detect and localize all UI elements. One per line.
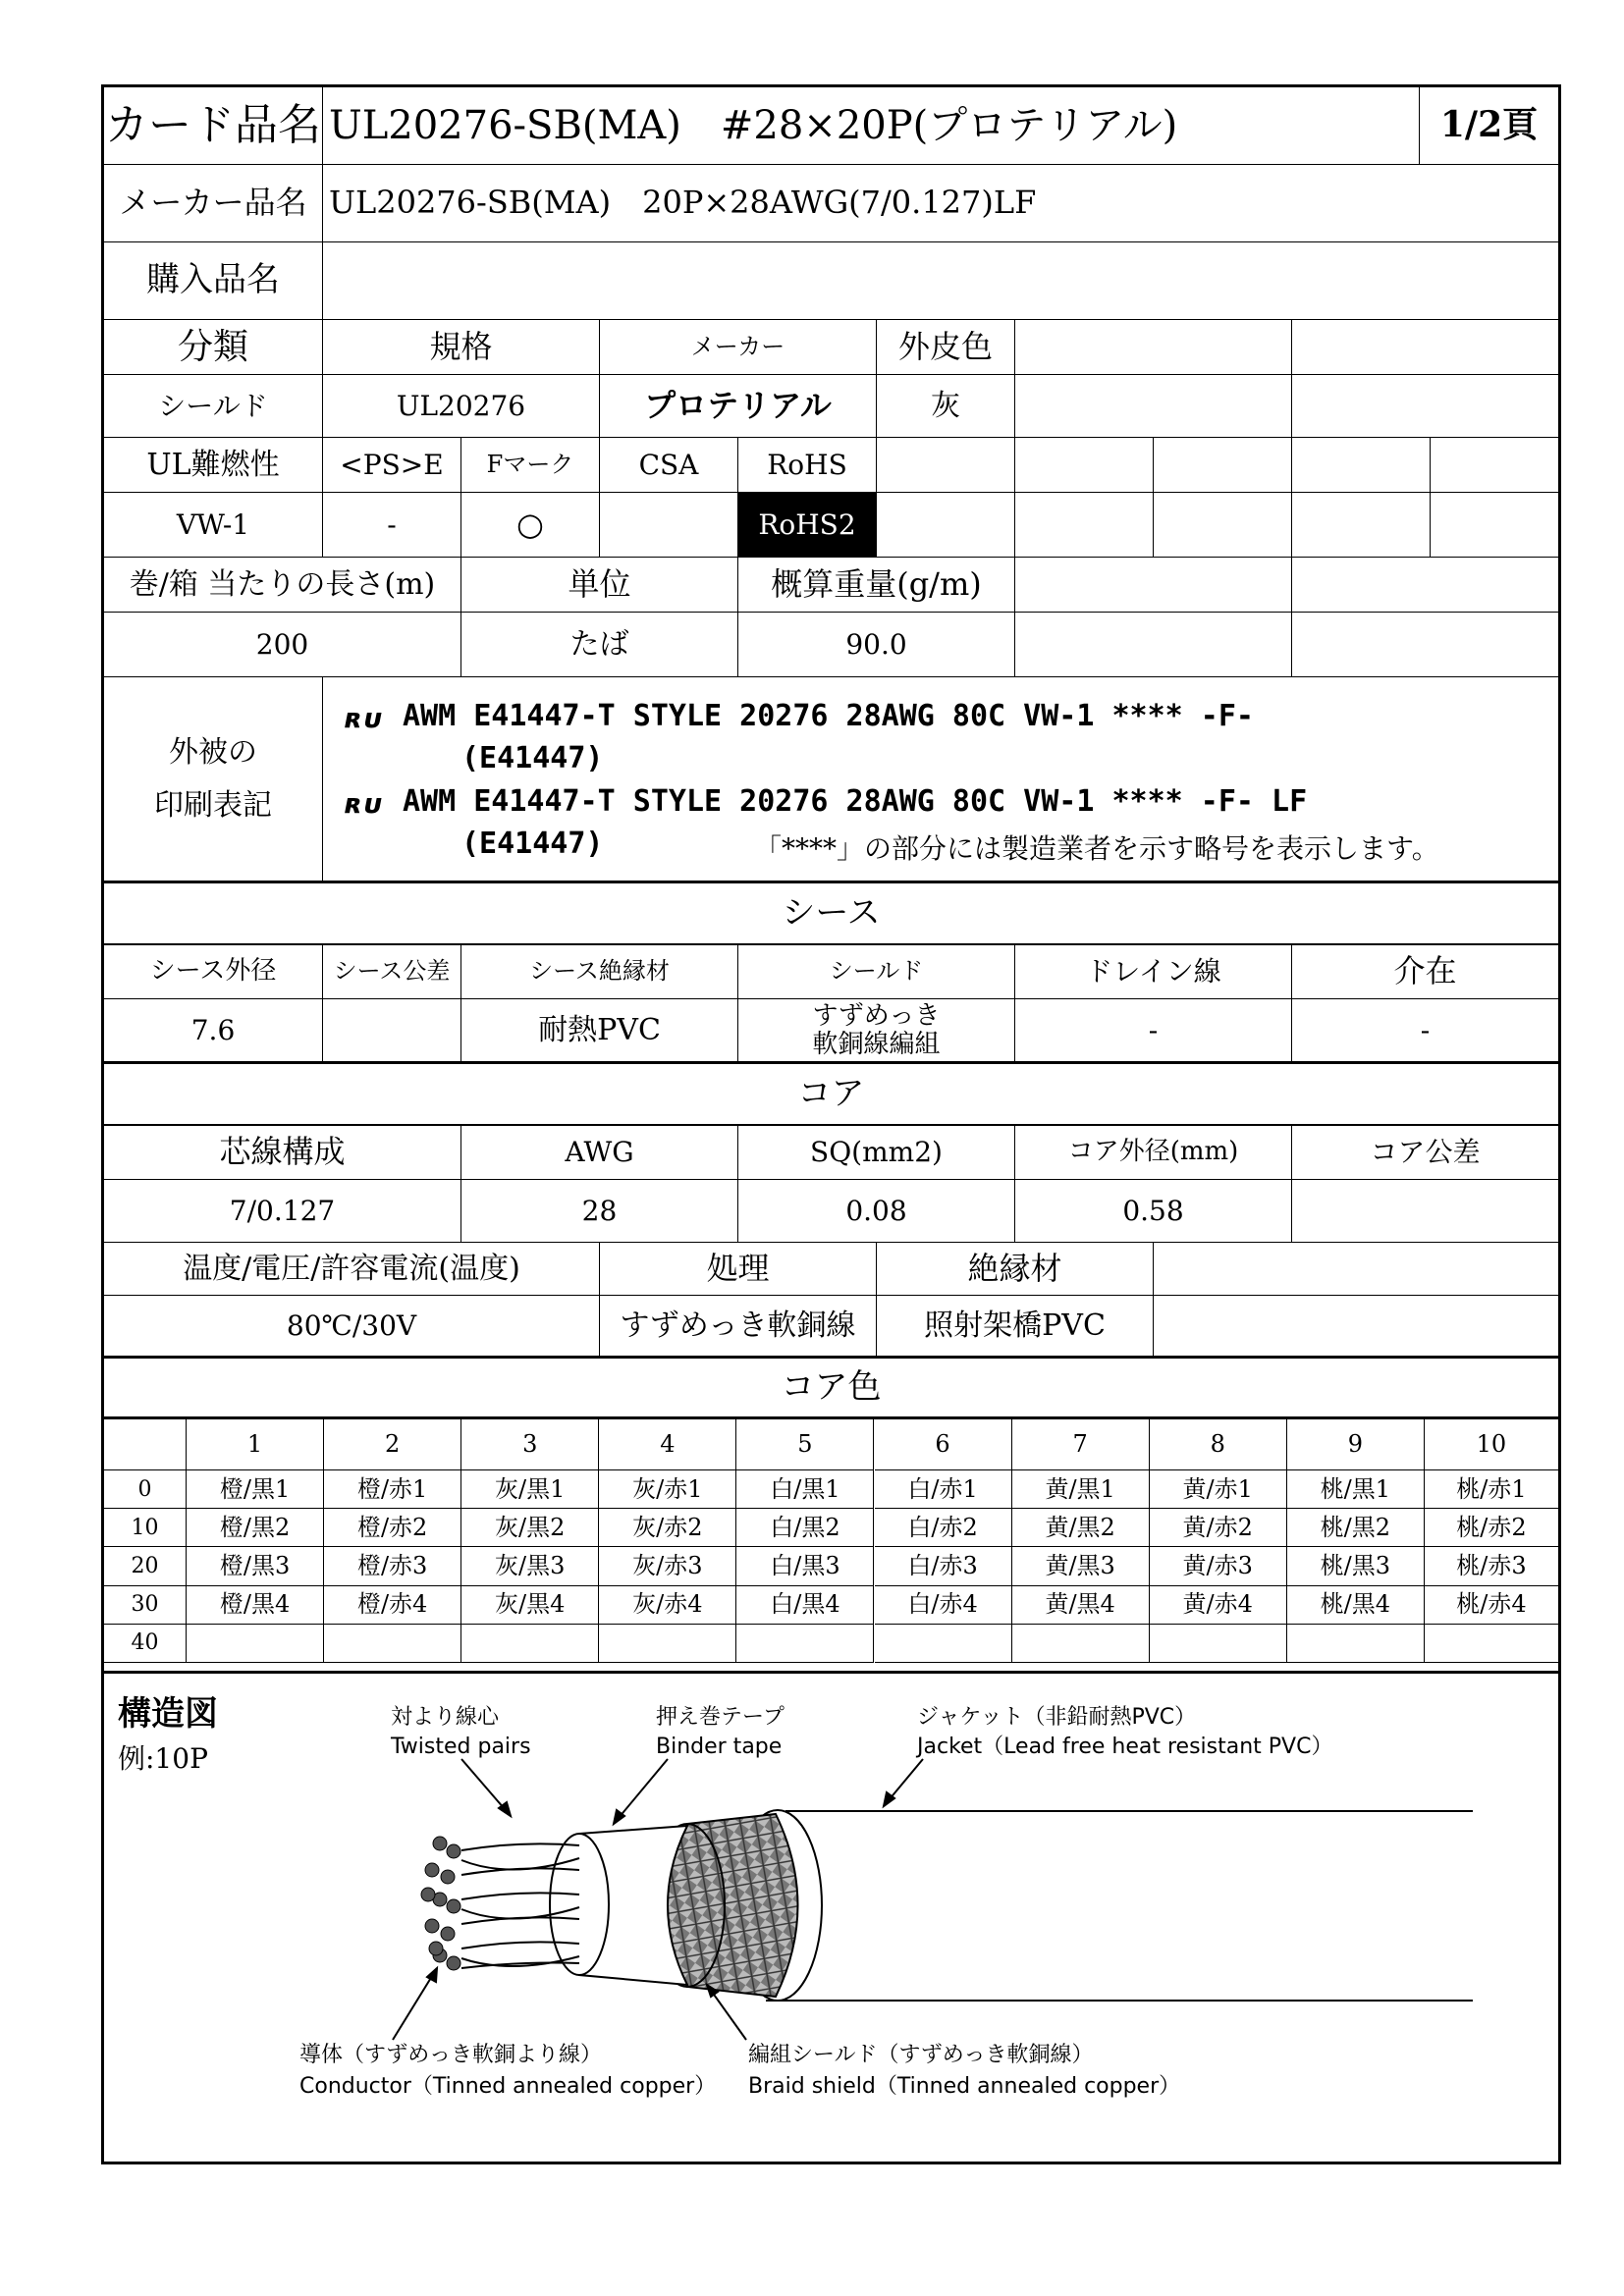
blank-cell — [1292, 613, 1558, 677]
color-row-label: 10 — [104, 1509, 187, 1547]
color-column-header: 10 — [1425, 1419, 1558, 1470]
color-cell: 桃/赤3 — [1425, 1547, 1558, 1585]
color-cell: 灰/黒2 — [461, 1509, 599, 1547]
twisted-pairs-jp: 対より線心 — [391, 1705, 500, 1730]
color-cell: 灰/赤4 — [599, 1586, 736, 1625]
color-cell — [1150, 1625, 1287, 1663]
shield-value-line1: すずめっき — [812, 1000, 941, 1031]
blank-cell — [877, 493, 1015, 558]
color-column-header: 5 — [736, 1419, 874, 1470]
color-cell: 灰/赤2 — [599, 1509, 736, 1547]
core-ins-value: 照射架橋PVC — [877, 1296, 1154, 1359]
blank-cell — [1292, 558, 1558, 613]
jacket-en: Jacket（Lead free heat resistant PVC） — [917, 1735, 1333, 1759]
braid-shield-en: Braid shield（Tinned annealed copper） — [748, 2074, 1181, 2099]
print-marking-label — [104, 677, 323, 883]
blank-cell — [1154, 438, 1292, 493]
sq-value: 0.08 — [738, 1180, 1015, 1243]
conductor-en: Conductor（Tinned annealed copper） — [299, 2074, 717, 2099]
color-cell: 白/赤4 — [875, 1586, 1012, 1625]
color-column-header: 6 — [875, 1419, 1012, 1470]
color-cell — [599, 1625, 736, 1663]
ul-recognized-mark-2: ʀᴜ — [346, 787, 381, 820]
color-row-label: 0 — [104, 1470, 187, 1509]
color-cell: 橙/赤3 — [324, 1547, 461, 1585]
color-cell: 黄/黒3 — [1012, 1547, 1150, 1585]
color-cell — [736, 1625, 874, 1663]
core-tol-header: コア公差 — [1292, 1125, 1558, 1180]
core-od-value: 0.58 — [1015, 1180, 1292, 1243]
color-grid-corner — [104, 1419, 187, 1470]
class-value: シールド — [104, 375, 323, 438]
maker-value: プロテリアル — [600, 375, 877, 438]
f-mark-header: Fマーク — [461, 438, 600, 493]
sheath-ins-header: シース絶縁材 — [461, 944, 738, 999]
awg-value: 28 — [461, 1180, 738, 1243]
blank-cell — [1154, 493, 1292, 558]
pse-header: <PS>E — [323, 438, 461, 493]
maker-name-value: UL20276-SB(MA) 20P×28AWG(7/0.127)LF — [323, 165, 1558, 242]
print-note: 「****」の部分には製造業者を示す略号を表示します。 — [754, 832, 1439, 865]
color-cell: 橙/赤2 — [324, 1509, 461, 1547]
color-row-label: 30 — [104, 1586, 187, 1625]
print-label-line1: 外被の — [169, 734, 257, 770]
color-row-label: 40 — [104, 1625, 187, 1663]
conductor-jp: 導体（すずめっき軟銅より線） — [299, 2043, 603, 2067]
color-cell: 黄/黒4 — [1012, 1586, 1150, 1625]
color-cell: 橙/黒2 — [187, 1509, 324, 1547]
purchase-name-label: 購入品名 — [104, 242, 323, 320]
filler-header: 介在 — [1292, 944, 1558, 999]
color-cell — [875, 1625, 1012, 1663]
color-cell: 灰/黒4 — [461, 1586, 599, 1625]
card-name-label: カード品名 — [104, 87, 323, 165]
blank-cell — [1154, 1296, 1558, 1359]
color-cell: 黄/赤2 — [1150, 1509, 1287, 1547]
blank-cell — [1154, 1243, 1558, 1296]
blank-cell — [1015, 613, 1292, 677]
blank-cell — [1431, 438, 1558, 493]
blank-cell — [1292, 438, 1431, 493]
class-header: 分類 — [104, 320, 323, 375]
color-cell: 黄/赤4 — [1150, 1586, 1287, 1625]
color-column-header: 9 — [1287, 1419, 1425, 1470]
color-cell: 橙/黒4 — [187, 1586, 324, 1625]
temp-voltage-header: 温度/電圧/許容電流(温度) — [104, 1243, 600, 1296]
shield-header: シールド — [738, 944, 1015, 999]
csa-header: CSA — [600, 438, 738, 493]
color-cell — [187, 1625, 324, 1663]
standard-value: UL20276 — [323, 375, 600, 438]
weight-value: 90.0 — [738, 613, 1015, 677]
purchase-name-value — [323, 242, 1558, 320]
color-cell: 桃/赤2 — [1425, 1509, 1558, 1547]
blank-cell — [1015, 558, 1292, 613]
drain-value: - — [1015, 999, 1292, 1064]
temp-voltage-value: 80℃/30V — [104, 1296, 600, 1359]
color-column-header: 7 — [1012, 1419, 1150, 1470]
blank-cell — [877, 438, 1015, 493]
core-section-title: コア — [104, 1064, 1558, 1125]
maker-name-label: メーカー品名 — [104, 165, 323, 242]
core-od-header: コア外径(mm) — [1015, 1125, 1292, 1180]
color-cell: 白/黒2 — [736, 1509, 874, 1547]
color-cell — [461, 1625, 599, 1663]
blank-cell — [1292, 493, 1431, 558]
drain-header: ドレイン線 — [1015, 944, 1292, 999]
strand-value: 7/0.127 — [104, 1180, 461, 1243]
standard-header: 規格 — [323, 320, 600, 375]
color-cell: 桃/赤1 — [1425, 1470, 1558, 1509]
print-line-3: AWM E41447-T STYLE 20276 28AWG 80C VW-1 **** -F- LF — [403, 784, 1308, 819]
color-cell: 白/赤3 — [875, 1547, 1012, 1585]
f-mark-value: ○ — [461, 493, 600, 558]
print-line-2: (E41447) — [461, 741, 604, 775]
rohs-value: RoHS2 — [738, 493, 877, 558]
color-cell — [1287, 1625, 1425, 1663]
csa-value — [600, 493, 738, 558]
color-cell: 橙/黒1 — [187, 1470, 324, 1509]
sheath-od-header: シース外径 — [104, 944, 323, 999]
ul-recognized-mark-1: ʀᴜ — [346, 702, 381, 734]
card-name-value: UL20276-SB(MA) #28×20P(プロテリアル) — [323, 87, 1420, 165]
strand-header: 芯線構成 — [104, 1125, 461, 1180]
color-column-header: 2 — [324, 1419, 461, 1470]
page-number: 1/2頁 — [1420, 87, 1558, 165]
color-cell — [1012, 1625, 1150, 1663]
filler-value: - — [1292, 999, 1558, 1064]
section-divider — [104, 1671, 1558, 1674]
color-cell: 桃/黒1 — [1287, 1470, 1425, 1509]
structure-example: 例:10P — [118, 1742, 208, 1775]
color-column-header: 1 — [187, 1419, 324, 1470]
blank-cell — [1292, 375, 1558, 438]
treatment-value: すずめっき軟銅線 — [600, 1296, 877, 1359]
color-cell: 黄/赤1 — [1150, 1470, 1287, 1509]
structure-title: 構造図 — [118, 1694, 218, 1734]
color-cell: 桃/黒3 — [1287, 1547, 1425, 1585]
core-ins-header: 絶縁材 — [877, 1243, 1154, 1296]
color-cell: 黄/黒1 — [1012, 1470, 1150, 1509]
core-color-title: コア色 — [104, 1359, 1558, 1419]
color-cell: 桃/黒2 — [1287, 1509, 1425, 1547]
sheath-section-title: シース — [104, 883, 1558, 944]
color-column-header: 4 — [599, 1419, 736, 1470]
color-cell: 灰/赤3 — [599, 1547, 736, 1585]
ul-flame-header: UL難燃性 — [104, 438, 323, 493]
color-column-header: 8 — [1150, 1419, 1287, 1470]
sheath-tol-value — [323, 999, 461, 1064]
unit-header: 単位 — [461, 558, 738, 613]
weight-header: 概算重量(g/m) — [738, 558, 1015, 613]
sheath-tol-header: シース公差 — [323, 944, 461, 999]
rohs-header: RoHS — [738, 438, 877, 493]
color-cell: 灰/黒1 — [461, 1470, 599, 1509]
print-line-4: (E41447) — [461, 827, 604, 861]
color-cell: 灰/赤1 — [599, 1470, 736, 1509]
color-cell: 桃/黒4 — [1287, 1586, 1425, 1625]
color-cell: 白/黒4 — [736, 1586, 874, 1625]
awg-header: AWG — [461, 1125, 738, 1180]
ul-flame-value: VW-1 — [104, 493, 323, 558]
color-cell: 白/赤2 — [875, 1509, 1012, 1547]
color-cell: 黄/赤3 — [1150, 1547, 1287, 1585]
binder-tape-en: Binder tape — [656, 1735, 783, 1759]
color-cell: 桃/赤4 — [1425, 1586, 1558, 1625]
color-cell: 白/黒1 — [736, 1470, 874, 1509]
color-column-header: 3 — [461, 1419, 599, 1470]
length-header: 巻/箱 当たりの長さ(m) — [104, 558, 461, 613]
sheath-color-header: 外皮色 — [877, 320, 1015, 375]
color-cell: 白/黒3 — [736, 1547, 874, 1585]
blank-cell — [1015, 493, 1154, 558]
treatment-header: 処理 — [600, 1243, 877, 1296]
sheath-color-value: 灰 — [877, 375, 1015, 438]
blank-cell — [1431, 493, 1558, 558]
color-cell: 橙/赤4 — [324, 1586, 461, 1625]
unit-value: たば — [461, 613, 738, 677]
blank-cell — [1015, 375, 1292, 438]
color-cell: 橙/黒3 — [187, 1547, 324, 1585]
sheath-ins-value: 耐熱PVC — [461, 999, 738, 1064]
print-label-line2: 印刷表記 — [154, 787, 272, 823]
color-row-label: 20 — [104, 1547, 187, 1585]
color-cell: 白/赤1 — [875, 1470, 1012, 1509]
color-cell: 灰/黒3 — [461, 1547, 599, 1585]
shield-value-line2: 軟銅線編組 — [812, 1029, 941, 1059]
blank-cell — [1015, 438, 1154, 493]
color-cell: 橙/赤1 — [324, 1470, 461, 1509]
twisted-pairs-en: Twisted pairs — [391, 1735, 531, 1759]
binder-tape-jp: 押え巻テープ — [656, 1705, 785, 1730]
maker-header: メーカー — [600, 320, 877, 375]
color-cell: 黄/黒2 — [1012, 1509, 1150, 1547]
pse-value: - — [323, 493, 461, 558]
core-tol-value — [1292, 1180, 1558, 1243]
jacket-jp: ジャケット（非鉛耐熱PVC） — [917, 1705, 1197, 1730]
length-value: 200 — [104, 613, 461, 677]
braid-shield-jp: 編組シールド（すずめっき軟銅線） — [748, 2043, 1094, 2067]
sq-header: SQ(mm2) — [738, 1125, 1015, 1180]
color-cell — [1425, 1625, 1558, 1663]
blank-cell — [1015, 320, 1292, 375]
print-line-1: AWM E41447-T STYLE 20276 28AWG 80C VW-1 **** -F- — [403, 699, 1254, 733]
color-cell — [324, 1625, 461, 1663]
blank-cell — [1292, 320, 1558, 375]
sheath-od-value: 7.6 — [104, 999, 323, 1064]
shield-value — [738, 999, 1015, 1064]
